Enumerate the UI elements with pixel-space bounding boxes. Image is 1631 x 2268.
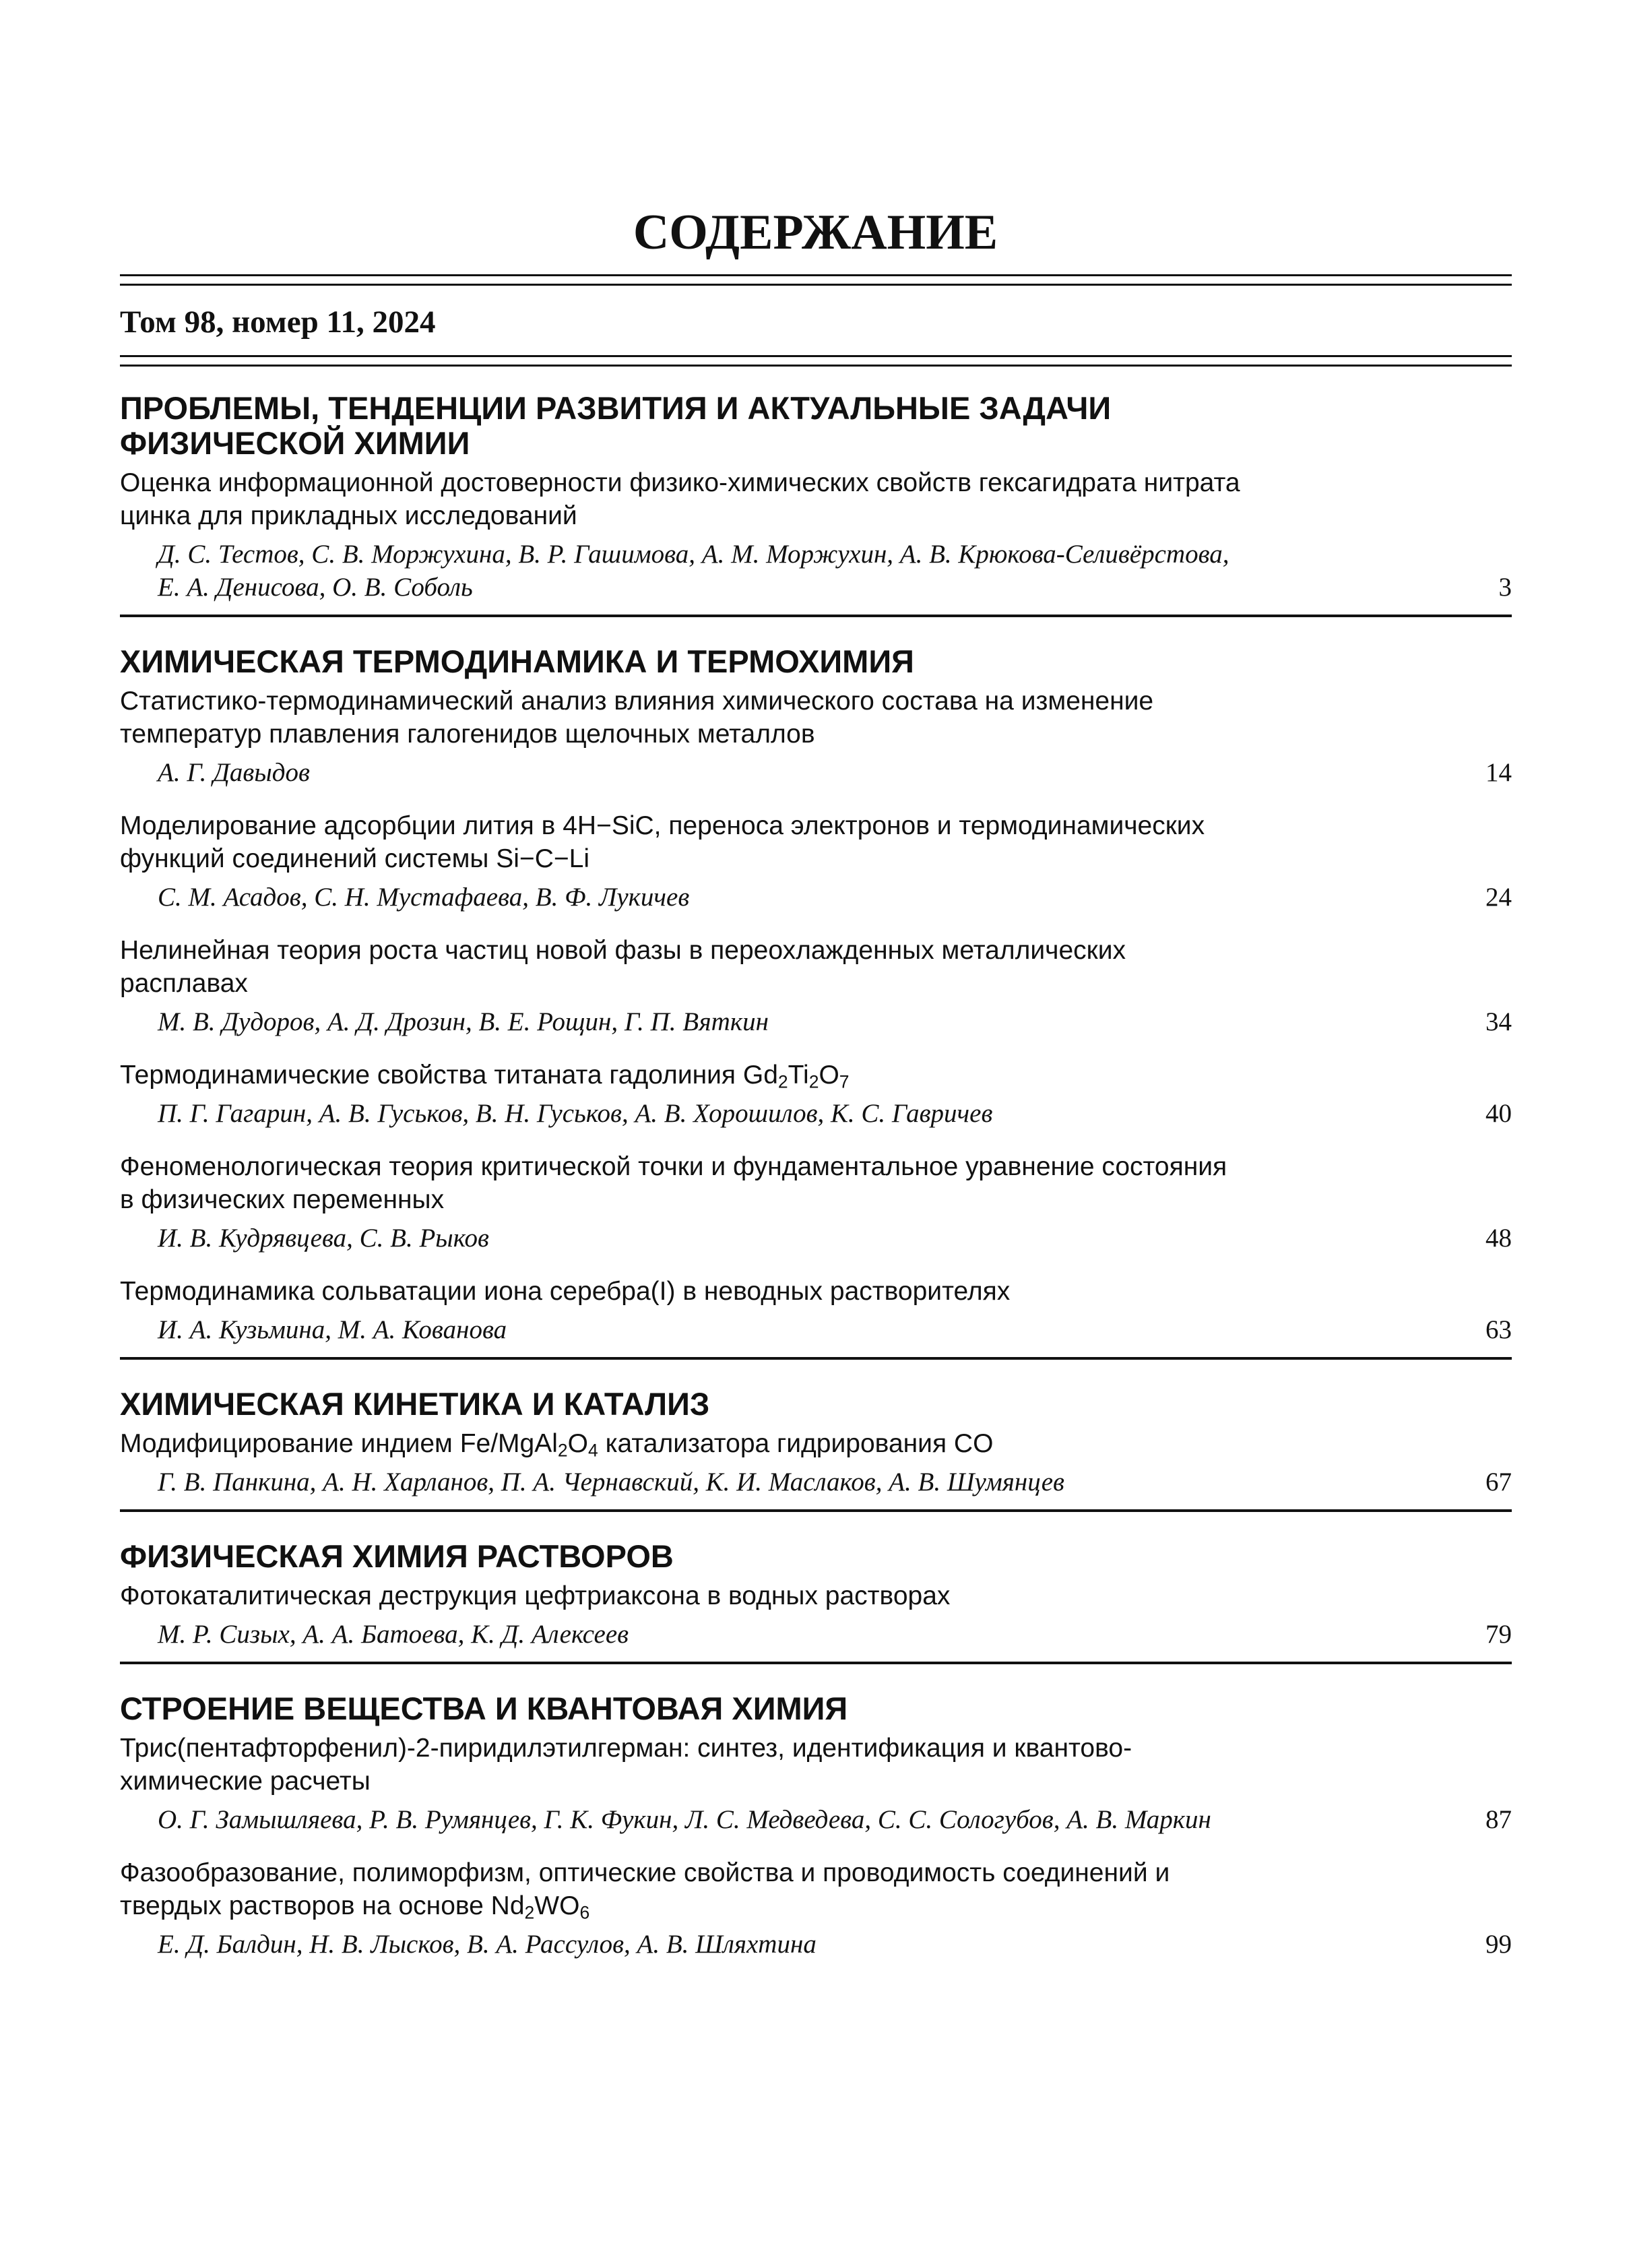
page-number: 24 bbox=[1485, 883, 1512, 912]
title-rule-bottom bbox=[120, 284, 1512, 286]
toc-entry bbox=[120, 934, 1512, 1038]
article-authors: И. В. Кудрявцева, С. В. Рыков bbox=[158, 1224, 489, 1253]
article-authors: П. Г. Гагарин, А. В. Гуськов, В. Н. Гуськов, А. В. Хорошилов, К. С. Гавричев bbox=[158, 1099, 993, 1128]
section-heading: ПРОБЛЕМЫ, ТЕНДЕНЦИИ РАЗВИТИЯ И АКТУАЛЬНЫЕ ЗАДАЧИ ФИЗИЧЕСКОЙ ХИМИИ bbox=[120, 390, 1112, 461]
toc-section bbox=[120, 1539, 1512, 1664]
article-authors: Г. В. Панкина, А. Н. Харланов, П. А. Чернавский, К. И. Маслаков, А. В. Шумянцев bbox=[158, 1468, 1064, 1497]
article-authors: С. М. Асадов, С. Н. Мустафаева, В. Ф. Лукичев bbox=[158, 883, 690, 912]
toc-entry bbox=[120, 1732, 1512, 1836]
section-heading: ХИМИЧЕСКАЯ КИНЕТИКА И КАТАЛИЗ bbox=[120, 1386, 710, 1422]
toc-entry bbox=[120, 466, 1512, 604]
article-title: Термодинамика сольватации иона серебра(I) в неводных растворителях bbox=[120, 1277, 1011, 1306]
toc-entry bbox=[120, 685, 1512, 789]
article-title: Трис(пентафторфенил)-2-пиридилэтилгерман: синтез, идентификация и квантово-химические расчеты bbox=[120, 1734, 1132, 1796]
page-number: 87 bbox=[1485, 1805, 1512, 1834]
page-number: 34 bbox=[1485, 1007, 1512, 1036]
toc-entry bbox=[120, 1275, 1512, 1346]
section-heading: ХИМИЧЕСКАЯ ТЕРМОДИНАМИКА И ТЕРМОХИМИЯ bbox=[120, 643, 914, 679]
article-title: Статистико-термодинамический анализ влияния химического состава на изменение температур плавления галогенидов щелочных металлов bbox=[120, 687, 1154, 749]
article-title: Феноменологическая теория критической точки и фундаментальное уравнение состояния в физических переменных bbox=[120, 1152, 1227, 1214]
volume-rule-bottom bbox=[120, 365, 1512, 367]
article-authors: О. Г. Замышляева, Р. В. Румянцев, Г. К. Фукин, Л. С. Медведева, С. С. Сологубов, А. В. Маркин bbox=[158, 1805, 1211, 1834]
toc-entry bbox=[120, 1856, 1512, 1961]
page-number: 14 bbox=[1485, 758, 1512, 787]
article-authors: Д. С. Тестов, С. В. Моржухина, В. Р. Гашимова, А. М. Моржухин, А. В. Крюкова-Селивёрстова, Е. А. Денисова, О. В. Соболь bbox=[158, 540, 1229, 602]
toc-entry bbox=[120, 1150, 1512, 1255]
toc-entry bbox=[120, 1059, 1512, 1130]
article-authors: И. А. Кузьмина, М. А. Кованова bbox=[158, 1315, 507, 1344]
volume-issue-line: Том 98, номер 11, 2024 bbox=[120, 305, 436, 340]
article-title: Термодинамические свойства титаната гадолиния $Gd_2Ti_2O_7$ bbox=[120, 1061, 850, 1092]
toc-section bbox=[120, 1387, 1512, 1512]
section-heading: СТРОЕНИЕ ВЕЩЕСТВА И КВАНТОВАЯ ХИМИЯ bbox=[120, 1691, 848, 1726]
page-number: 67 bbox=[1485, 1468, 1512, 1497]
toc-section bbox=[120, 391, 1512, 617]
article-title: Нелинейная теория роста частиц новой фазы в переохлажденных металлических расплавах bbox=[120, 936, 1126, 998]
article-title: Оценка информационной достоверности физико-химических свойств гексагидрата нитрата цинка для прикладных исследований bbox=[120, 468, 1240, 530]
article-title: Фазообразование, полиморфизм, оптические свойства и проводимость соединений и твердых растворов на основе $Nd_2WO_6$ bbox=[120, 1858, 1170, 1923]
article-title: Модифицирование индием $Fe/MgAl_2O_4$ катализатора гидрирования CO bbox=[120, 1429, 994, 1461]
volume-rule-top bbox=[120, 355, 1512, 357]
page-number: 63 bbox=[1485, 1315, 1512, 1344]
page-number: 48 bbox=[1485, 1224, 1512, 1253]
page-number: 99 bbox=[1485, 1930, 1512, 1959]
toc-entry bbox=[120, 1427, 1512, 1499]
title-rule-top bbox=[120, 274, 1512, 276]
article-authors: Е. Д. Балдин, Н. В. Лысков, В. А. Рассулов, А. В. Шляхтина bbox=[158, 1930, 817, 1959]
toc-entry bbox=[120, 1579, 1512, 1651]
toc-entry bbox=[120, 809, 1512, 914]
table-of-contents bbox=[120, 391, 1512, 1998]
article-authors: М. Р. Сизых, А. А. Батоева, К. Д. Алексеев bbox=[158, 1620, 629, 1649]
toc-section bbox=[120, 644, 1512, 1360]
page-number: 40 bbox=[1485, 1099, 1512, 1128]
article-authors: А. Г. Давыдов bbox=[158, 758, 310, 787]
article-authors: М. В. Дудоров, А. Д. Дрозин, В. Е. Рощин, Г. П. Вяткин bbox=[158, 1007, 769, 1036]
page-number: 3 bbox=[1498, 573, 1512, 602]
article-title: Фотокаталитическая деструкция цефтриаксона в водных растворах bbox=[120, 1581, 951, 1610]
page-title: СОДЕРЖАНИЕ bbox=[633, 205, 998, 260]
page-number: 79 bbox=[1485, 1620, 1512, 1649]
section-heading: ФИЗИЧЕСКАЯ ХИМИЯ РАСТВОРОВ bbox=[120, 1538, 674, 1574]
article-title: Моделирование адсорбции лития в 4H−SiC, переноса электронов и термодинамических функций соединений системы Si−C−Li bbox=[120, 811, 1205, 873]
toc-section bbox=[120, 1691, 1512, 1972]
